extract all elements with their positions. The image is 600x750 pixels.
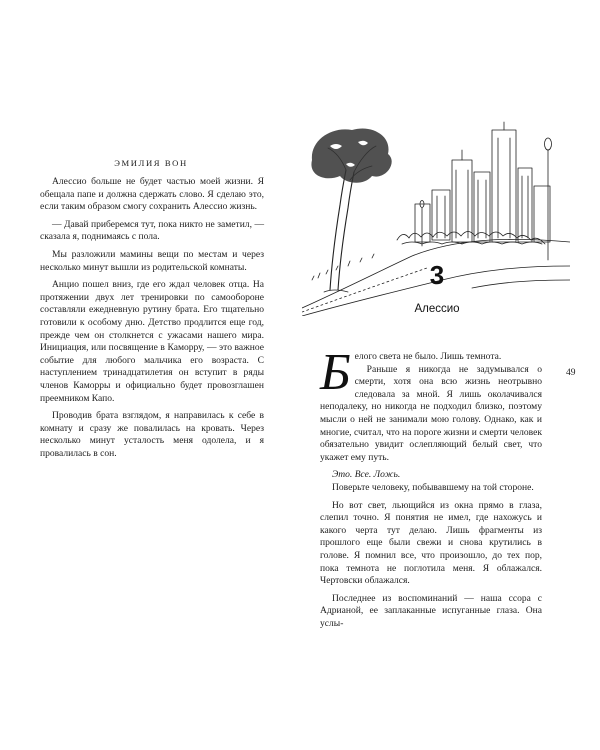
chapter-title: Алессио bbox=[414, 303, 460, 315]
paragraph: елого света не было. Лишь темнота. bbox=[354, 351, 502, 362]
left-body-text bbox=[40, 176, 264, 465]
tree bbox=[311, 128, 391, 292]
paragraph: Поверьте человеку, побывавшему на той стороне. bbox=[332, 481, 534, 493]
drop-cap: Б bbox=[320, 344, 351, 401]
paragraph: Раньше я никогда не задумывался о смерти, хотя она всю жизнь неотрывно следовала за мной. Я лишь околачивался неподалеку, но никогда не подходил близко, поэтому мысли о ней не занимали мою голову. Однако, как и многие, считал, что на пороге жизни и смерти человек обязательно увидит ослепляющий белый свет, что укажет ему путь. bbox=[320, 363, 542, 463]
paragraph: Алессио больше не будет частью моей жизни. Я обещала папе и должна сдержать слово. Я сделаю это, если таким образом смогу сохранить Алессио жизнь. bbox=[40, 176, 264, 213]
paragraph: Но вот свет, льющийся из окна прямо в глаза, слепил точно. Я понятия не имел, где нахожусь и какого черта тут делаю. Лишь фрагменты из прошлого еще были свежи и снова крутились в голове. Я помнил все, что произошло, до тех пор, пока темнота не поглотила меня. Я облажался. Чертовски облажался. bbox=[320, 499, 542, 587]
paragraph: Проводив брата взглядом, я направилась к себе в комнату и сразу же повалилась на кровать. Через несколько минут усталость меня одолела, и я провалилась в сон. bbox=[40, 410, 264, 459]
paragraph: Мы разложили мамины вещи по местам и через несколько минут вышли из родительской комнаты. bbox=[40, 248, 264, 273]
paragraph: — Давай приберемся тут, пока никто не заметил, — сказала я, поднимаясь с пола. bbox=[40, 218, 264, 243]
paragraph: Это. Все. Ложь. bbox=[332, 469, 401, 481]
chapter-body-text bbox=[320, 344, 542, 630]
running-head: ЭМИЛИЯ ВОН bbox=[114, 158, 188, 168]
page-number: 49 bbox=[566, 368, 576, 378]
chapter-number: 3 bbox=[429, 260, 445, 290]
skyline bbox=[415, 122, 550, 242]
paragraph: Последнее из воспоминаний — наша ссора с Адрианой, ее заплаканные испуганные глаза. Она услы- bbox=[320, 592, 542, 629]
paragraph: Анцио пошел вниз, где его ждал человек отца. На протяжении двух лет тренировки по самообороне составляли ежедневную рутину брата. Его тщательно готовили к особому дню. Детство продлится еще год, прежде чем он столкнется с ужасами нашего мира. Инициация, или посвящение в Каморру, — это важное событие для любого мальчика его возраста. С наступлением тринадцатилетия он вступит в ряды членов Каморры и официально будет провозглашен преемником Капо. bbox=[40, 279, 264, 404]
